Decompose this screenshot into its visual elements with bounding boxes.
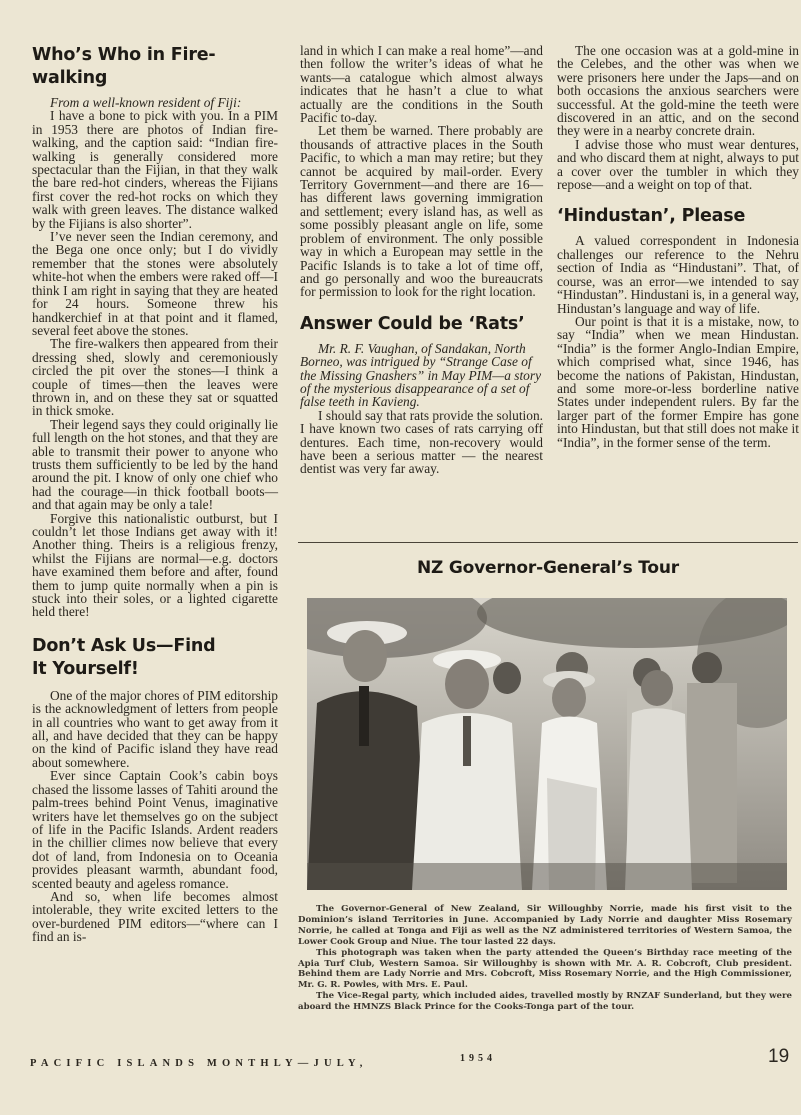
article-title-dont-ask-us	[32, 635, 278, 681]
section-divider	[298, 542, 798, 543]
feature-photograph	[307, 598, 787, 890]
article-intro: From a well-known resident of Fiji:	[50, 95, 242, 110]
article-title-rats: Answer Could be ‘Rats’	[300, 313, 525, 334]
paragraph: Forgive this nationalistic outburst, but I couldn’t let those Indians get away with it! Another thing. Theirs is a religious frenzy, whilst the Fijians are normal—e.g. doctors have examined them before and after, found them to jump quite normally when a pin is stuck into their soles, or a lighted cigarette held there!	[32, 510, 278, 620]
paragraph: One of the major chores of PIM editorship is the acknowledgment of letters from people in all countries who want to get away from it all, and have decided that they can be happy on the kind of Pacific island they have read about somewhere.	[32, 687, 278, 770]
title-line: Don’t Ask Us—Find	[32, 635, 216, 656]
article-intro: Mr. R. F. Vaughan, of Sandakan, North Borneo, was intrigued by “Strange Case of the Missing Gnashers” in May PIM—a story of the mysterious disappearance of a set of false teeth in Kavieng.	[300, 340, 542, 410]
page-number: 19	[768, 1046, 790, 1067]
caption-paragraph: The Governor-General of New Zealand, Sir Willoughby Norrie, made his first visit to the Dominion’s island Territories in June. Accompanied by Lady Norrie and daughter Miss Rosemary Norrie, he called at Tonga and Fiji as well as the NZ administered territories of Western Samoa, the Lower Cook Group and Niue. The tour lasted 22 days.	[298, 904, 792, 947]
feature-header	[298, 557, 798, 580]
paragraph: land in which I can make a real home”—and then follow the writer’s ideas of what he wants—a catalogue which almost always indicates that he hasn’t a clue to what actually are the conditions in the South Pacific to-day.	[300, 43, 543, 126]
paragraph: I’ve never seen the Indian ceremony, and the Bega one once only; but I do vividly remember that the stones were absolutely white-hot when the embers were raked off—I think I am right in saying that they are heated for 24 hours. Someone threw his handkerchief in at that point and it flamed, several feet above the stones.	[32, 229, 278, 338]
paragraph: The one occasion was at a gold-mine in the Celebes, and the other was when we were prisoners here under the Japs—and on both occasions the anxious searchers were successful. At the gold-mine the teeth were discovered in an attic, and on the second they were in a nearby concrete drain.	[557, 43, 799, 139]
paragraph: I advise those who must wear dentures, and who discard them at night, always to put a cover over the tumbler in which they repose—and a weight on top of that.	[557, 136, 799, 193]
page-footer-masthead: PACIFIC ISLANDS MONTHLY—JULY,	[30, 1058, 368, 1069]
paragraph: Let them be warned. There probably are thousands of attractive places in the South Pacific, to which a man may retire; but they cannot be acquired by mail-order. Every Territory Government—and there are 16—has different laws governing immigration and settlement; every island has, as well as some possibly pleasant angle on life, some problem of environment. The only possible way in which a European may settle in the Pacific Islands is to take a lot of time off, and go personally and woo the bureaucrats for permission to look for the right location.	[300, 123, 543, 300]
paragraph: Their legend says they could originally lie full length on the hot stones, and that they are able to transmit their power to anyone who trusts them sufficiently to be led by the hand around the pit. I know of only one chief who had the courage—in thick football boots—and that again may be only a tale!	[32, 416, 278, 513]
paragraph: I should say that rats provide the solution. I have known two cases of rats carrying off dentures. Each time, non-recovery would have been a serious matter — the nearest dentist was very far away.	[300, 407, 543, 477]
paragraph: A valued correspondent in Indonesia challenges our reference to the Nehru section of India as “Hindustani”. That, of course, was an error—we intended to say “Hindustan”. Hindustani is, in a general way, Hindustan’s language and way of life.	[557, 233, 799, 316]
photo-caption	[298, 904, 792, 1013]
column-1	[32, 44, 278, 944]
column-2	[300, 44, 543, 476]
photo-illustration	[307, 598, 787, 890]
title-line: It Yourself!	[32, 658, 139, 679]
paragraph: I have a bone to pick with you. In a PIM in 1953 there are photos of Indian fire-walking, and the caption said: “Indian fire-walking is generally considered more spectacular than the Fijian, in that they walk the bare red-hot cinders, whereas the Fijians first cover the red-hot rocks on which they walk with green leaves. The distance walked by the Fijians is also shorter”.	[32, 108, 278, 231]
column-3	[557, 44, 799, 449]
caption-paragraph: This photograph was taken when the party attended the Queen’s Birthday race meeting of the Apia Turf Club, Western Samoa. Sir Willoughby is shown with Mr. A. R. Cobcroft, Club president. Behind them are Lady Norrie and Mrs. Cobcroft, Miss Rosemary Norrie, and the High Commissioner, Mr. G. R. Powles, with Mrs. E. Paul.	[298, 947, 792, 991]
paragraph: The fire-walkers then appeared from their dressing shed, slowly and ceremoniously circled the pit over the stones—I think a couple of times—then the leaves were thrown in, and on these they sat or squatted in thick smoke.	[32, 336, 278, 419]
article-title-hindustan: ‘Hindustan’, Please	[557, 206, 746, 227]
paragraph: Our point is that it is a mistake, now, to say “India” when we mean Hindustan. “India” is the former Anglo-Indian Empire, which comprised what, since 1946, has become the nations of Pakistan, Hindustan, and some more-or-less borderline native States under independent rulers. By far the larger part of the former Empire has gone into Hindustan, but that still does not make it “India”, in the former sense of the term.	[557, 313, 799, 450]
article-title-fire-walking: Who’s Who in Fire-walking	[32, 45, 216, 88]
footer-year: 1954	[460, 1053, 496, 1064]
feature-title: NZ Governor-General’s Tour	[417, 558, 679, 578]
paragraph: And so, when life becomes almost intolerable, they write excited letters to the over-burdened PIM editors—“where can I find an is-	[32, 888, 278, 945]
paragraph: Ever since Captain Cook’s cabin boys chased the lissome lasses of Tahiti around the palm-trees behind Point Venus, imaginative writers have let themselves go on the subject of life in the Pacific Islands. Ardent readers in the chillier climes now believe that every dot of land, from Indonesia on to Oceania provides pleasant warmth, abundant food, scented beauty and ageless romance.	[32, 768, 278, 891]
caption-paragraph: The Vice-Regal party, which included aides, travelled mostly by RNZAF Sunderland, but they were aboard the HMNZS Black Prince for the Cooks-Tonga part of the tour.	[298, 991, 792, 1013]
